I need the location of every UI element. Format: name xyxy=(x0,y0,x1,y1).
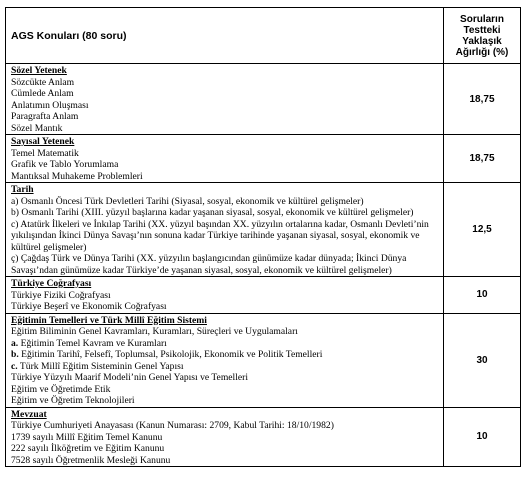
section-item: Paragrafta Anlam xyxy=(11,111,79,122)
section-item: Eğitim ve Öğretimde Etik xyxy=(11,383,111,395)
section-weight: 30 xyxy=(444,313,521,407)
section-intro: Eğitim Biliminin Genel Kavramları, Kuramları, Süreçleri ve Uygulamaları xyxy=(11,326,298,337)
section-item: Sözcükte Anlam xyxy=(11,76,75,88)
section-title: Mevzuat xyxy=(11,408,47,420)
section-content xyxy=(6,313,444,407)
item-letter: c. xyxy=(11,360,18,372)
weight-column-header xyxy=(444,8,521,64)
section-item: c) Atatürk İlkeleri ve İnkılap Tarihi (XX. yüzyıl başından XX. yüzyılın ortalarına kadar, Osmanlı Devleti’nin yıkılışından İkinci Dünya Savaşı’nın sonuna kadar Türkiye tarihinde yaşanan siyasal, sosyal, ekonomik ve kültürel gelişmeler) xyxy=(11,218,429,253)
ags-topics-table xyxy=(5,7,521,467)
section-row-tarih xyxy=(6,183,521,277)
section-item: ç) Çağdaş Türk ve Dünya Tarihi (XX. yüzyılın başlangıcından günümüze kadar dünyada; İkinci Dünya Savaşı’ndan günümüze kadar Türkiye’de yaşanan siyasal, sosyal, ekonomik ve kültürel gelişmeler) xyxy=(11,253,407,276)
lettered-item xyxy=(11,349,438,361)
section-item: b) Osmanlı Tarihi (XIII. yüzyıl başlarına kadar yaşanan siyasal, sosyal, ekonomik ve kültürel gelişmeler) xyxy=(11,207,414,218)
section-title: Türkiye Coğrafyası xyxy=(11,278,92,289)
section-item: Türkiye Cumhuriyeti Anayasası (Kanun Numarası: 2709, Kabul Tarihi: 18/10/1982) xyxy=(11,420,334,431)
topics-column-header: AGS Konuları (80 soru) xyxy=(6,8,444,64)
section-item: Temel Matematik xyxy=(11,147,79,159)
section-content xyxy=(6,183,444,277)
section-row-egitim xyxy=(6,313,521,407)
section-content xyxy=(6,135,444,183)
section-item: Eğitim ve Öğretim Teknolojileri xyxy=(11,395,135,406)
weight-header-line: Yaklaşık xyxy=(462,35,502,47)
section-item: Türkiye Yüzyılı Maarif Modeli’nin Genel Yapısı ve Temelleri xyxy=(11,372,248,383)
section-title: Sözel Yetenek xyxy=(11,65,67,76)
section-item: Mantıksal Muhakeme Problemleri xyxy=(11,170,143,182)
weight-header-line: Ağırlığı (%) xyxy=(455,46,509,58)
item-text: Türk Millî Eğitim Sisteminin Genel Yapısı xyxy=(19,360,184,372)
section-content xyxy=(6,277,444,314)
section-row-sayisal xyxy=(6,135,521,183)
section-item: Grafik ve Tablo Yorumlama xyxy=(11,159,119,170)
section-weight: 18,75 xyxy=(444,64,521,135)
item-text: Eğitimin Tarihî, Felsefî, Toplumsal, Psikolojik, Ekonomik ve Politik Temelleri xyxy=(21,349,323,360)
section-item: Sözel Mantık xyxy=(11,122,63,134)
lettered-item xyxy=(11,361,438,373)
section-weight: 10 xyxy=(444,407,521,467)
item-text: Eğitimin Temel Kavram ve Kuramları xyxy=(20,337,167,349)
section-item: a) Osmanlı Öncesi Türk Devletleri Tarihi (Siyasal, sosyal, ekonomik ve kültürel gelişmeler) xyxy=(11,195,364,207)
section-item: Türkiye Beşerî ve Ekonomik Coğrafyası xyxy=(11,301,167,312)
section-item: Cümlede Anlam xyxy=(11,88,74,99)
weight-header-line: Testteki xyxy=(463,24,501,36)
weight-header-line: Soruların xyxy=(460,13,504,25)
section-row-cografya xyxy=(6,277,521,314)
section-content xyxy=(6,64,444,135)
section-item: 1739 sayılı Millî Eğitim Temel Kanunu xyxy=(11,431,163,443)
section-item: 7528 sayılı Öğretmenlik Mesleği Kanunu xyxy=(11,454,171,466)
section-title: Sayısal Yetenek xyxy=(11,136,75,147)
item-letter: b. xyxy=(11,349,19,360)
section-title: Tarih xyxy=(11,184,34,195)
section-weight: 18,75 xyxy=(444,135,521,183)
section-item: Türkiye Fiziki Coğrafyası xyxy=(11,289,111,301)
item-letter: a. xyxy=(11,337,19,349)
section-content xyxy=(6,407,444,467)
table-header-row xyxy=(6,8,521,64)
lettered-item xyxy=(11,338,438,350)
section-item: 222 sayılı İlköğretim ve Eğitim Kanunu xyxy=(11,443,165,454)
section-weight: 10 xyxy=(444,277,521,314)
section-row-mevzuat xyxy=(6,407,521,467)
section-item: Anlatımın Oluşması xyxy=(11,99,89,111)
section-title: Eğitimin Temelleri ve Türk Millî Eğitim Sistemi xyxy=(11,314,207,326)
section-weight: 12,5 xyxy=(444,183,521,277)
section-row-sozel xyxy=(6,64,521,135)
